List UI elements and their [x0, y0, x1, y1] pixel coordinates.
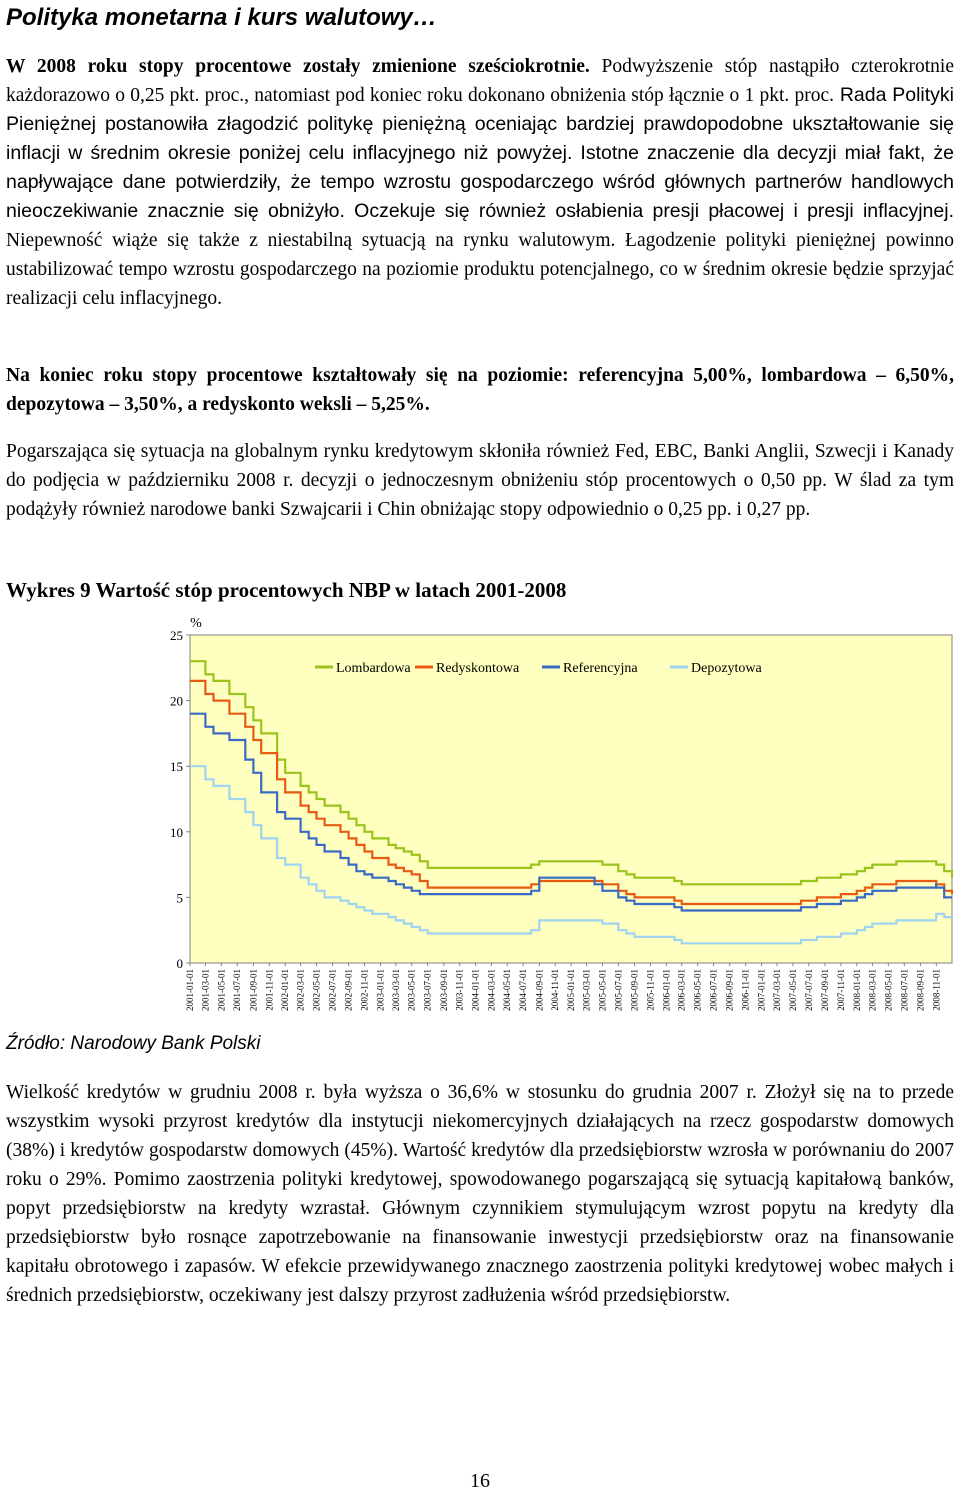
x-tick-label: 2006-07-01: [708, 969, 719, 1011]
x-tick-label: 2001-05-01: [216, 969, 227, 1011]
interest-rates-chart: [150, 605, 960, 1025]
x-tick-label: 2005-01-01: [566, 969, 577, 1011]
x-tick-label: 2003-07-01: [422, 969, 433, 1011]
x-tick-label: 2004-09-01: [534, 969, 545, 1011]
x-tick-label: 2001-07-01: [232, 969, 243, 1011]
x-tick-label: 2001-09-01: [248, 969, 259, 1011]
page-number: 16: [470, 1470, 490, 1492]
x-tick-label: 2002-07-01: [327, 969, 338, 1011]
x-tick-label: 2008-11-01: [931, 969, 942, 1011]
source-note: Źródło: Narodowy Bank Polski: [6, 1033, 261, 1054]
paragraph-sans-part: Rada Polityki Pieniężnej postanowiła złagodzić politykę pieniężną oceniając bardziej prawdopodobne ukształtowanie się inflacji w średnim okresie poniżej celu inflacyjnego niż powyżej. Istotne znaczenie dla decyzji miał fakt, że napływające dane potwierdziły, że tempo wzrostu gospodarczego wśród głównych partnerów handlowych nieoczekiwanie znacznie się obniżyło. Oczekuje się również osłabienia presji płacowej i presji inflacyjnej.: [6, 84, 954, 222]
x-tick-label: 2003-05-01: [406, 969, 417, 1011]
x-tick-label: 2004-01-01: [470, 969, 481, 1011]
x-tick-label: 2005-07-01: [613, 969, 624, 1011]
x-tick-label: 2003-01-01: [375, 969, 386, 1011]
x-tick-label: 2002-03-01: [295, 969, 306, 1011]
x-tick-label: 2003-03-01: [390, 969, 401, 1011]
paragraph-lead: W 2008 roku stopy procentowe zostały zmienione sześciokrotnie.: [6, 56, 590, 77]
legend-label-redyskontowa: Redyskontowa: [436, 661, 520, 676]
plot-area: [190, 635, 952, 963]
x-tick-label: 2006-09-01: [724, 969, 735, 1011]
paragraph-credit: Wielkość kredytów w grudniu 2008 r. była wyższa o 36,6% w stosunku do grudnia 2007 r. Złożył się na to przede wszystkim wysoki przyrost kredytów dla instytucji niekomercyjnych działających na rzecz gospodarstw domowych (38%) i kredytów gospodarstw domowych (45%). Wartość kredytów dla przedsiębiorstw wzrosła w porównaniu do 2007 roku o 29%. Pomimo zaostrzenia polityki kredytowej, spowodowanego pogarszającą się sytuacją kapitałową banków, popyt przedsiębiorstw na kredyty wzrastał. Głównym czynnikiem stymulującym wzrost popytu na kredyty dla przedsiębiorstw było rosnące zapotrzebowanie na finansowanie inwestycji przedsiębiorstw oraz na finansowanie kapitału obrotowego i zapasów. W efekcie przewidywanego znacznego zaostrzenia polityki kredytowej wobec małych i średnich przedsiębiorstw, oczekiwany jest dalszy przyrost zadłużenia wśród przedsiębiorstw.: [6, 1082, 954, 1306]
paragraph-rates-summary: Na koniec roku stopy procentowe kształtowały się na poziomie: referencyjna 5,00%, lombardowa – 6,50%, depozytowa – 3,50%, a redyskonto weksli – 5,25%.: [6, 365, 954, 415]
y-tick-label: 20: [170, 693, 183, 709]
y-tick-label: 0: [176, 956, 183, 971]
x-tick-label: 2007-05-01: [787, 969, 798, 1011]
y-tick-label: 10: [170, 824, 183, 840]
paragraph-global-market: Pogarszająca się sytuacja na globalnym rynku kredytowym skłoniła również Fed, EBC, Banki Anglii, Szwecji i Kanady do podjęcia w październiku 2008 r. decyzji o jednoczesnym obniżeniu stóp procentowych o 0,50 pp. W ślad za tym podążyły również narodowe banki Szwajcarii i Chin obniżając stopy odpowiednio o 0,25 pp. i 0,27 pp.: [6, 441, 954, 520]
x-tick-label: 2008-07-01: [899, 969, 910, 1011]
paragraph-serif-part: Podwyższenie stóp nastąpiło czterokrotnie każdorazowo o 0,25 pkt. proc., natomiast pod koniec roku dokonano obniżenia stóp łącznie o 1 pkt. proc.: [6, 56, 954, 106]
y-axis-unit-label: %: [190, 616, 202, 631]
x-tick-label: 2007-07-01: [803, 969, 814, 1011]
x-tick-label: 2004-07-01: [518, 969, 529, 1011]
x-tick-label: 2002-11-01: [359, 969, 370, 1011]
x-tick-label: 2007-11-01: [835, 969, 846, 1011]
x-tick-label: 2007-09-01: [819, 969, 830, 1011]
chart-svg: [150, 605, 960, 1025]
x-tick-label: 2003-11-01: [454, 969, 465, 1011]
paragraph-monetary-policy: [6, 52, 954, 313]
x-tick-label: 2002-09-01: [343, 969, 354, 1011]
x-tick-label: 2002-05-01: [311, 969, 322, 1011]
y-tick-label: 15: [170, 759, 183, 775]
legend-label-lombardowa: Lombardowa: [336, 661, 411, 676]
y-tick-label: 25: [170, 628, 183, 643]
x-tick-label: 2006-01-01: [661, 969, 672, 1011]
x-tick-label: 2008-01-01: [851, 969, 862, 1011]
section-title: Polityka monetarna i kurs walutowy…: [6, 4, 437, 31]
x-tick-label: 2005-05-01: [597, 969, 608, 1011]
x-tick-label: 2001-01-01: [185, 969, 195, 1011]
x-tick-label: 2008-03-01: [867, 969, 878, 1011]
chart-title: Wykres 9 Wartość stóp procentowych NBP w latach 2001-2008: [6, 578, 567, 602]
x-tick-label: 2006-05-01: [692, 969, 703, 1011]
x-tick-label: 2004-03-01: [486, 969, 497, 1011]
y-tick-label: 5: [176, 890, 183, 906]
x-tick-label: 2006-03-01: [676, 969, 687, 1011]
x-tick-label: 2001-11-01: [264, 969, 275, 1011]
x-tick-label: 2005-03-01: [581, 969, 592, 1011]
x-tick-label: 2007-01-01: [756, 969, 767, 1011]
x-tick-label: 2007-03-01: [771, 969, 782, 1011]
x-tick-label: 2006-11-01: [740, 969, 751, 1011]
paragraph-end-part: Niepewność wiąże się także z niestabilną sytuacją na rynku walutowym. Łagodzenie polityki pieniężnej powinno ustabilizować tempo wzrostu gospodarczego na poziomie produktu potencjalnego, co w średnim okresie będzie sprzyjać realizacji celu inflacyjnego.: [6, 230, 954, 309]
x-tick-label: 2005-09-01: [629, 969, 640, 1011]
legend-label-referencyjna: Referencyjna: [563, 661, 638, 676]
x-tick-label: 2001-03-01: [200, 969, 211, 1011]
x-tick-label: 2004-05-01: [502, 969, 513, 1011]
x-tick-label: 2008-09-01: [915, 969, 926, 1011]
x-tick-label: 2003-09-01: [438, 969, 449, 1011]
x-tick-label: 2004-11-01: [550, 969, 561, 1011]
x-tick-label: 2008-05-01: [883, 969, 894, 1011]
x-tick-label: 2002-01-01: [280, 969, 291, 1011]
x-tick-label: 2005-11-01: [645, 969, 656, 1011]
legend-label-depozytowa: Depozytowa: [691, 661, 762, 676]
